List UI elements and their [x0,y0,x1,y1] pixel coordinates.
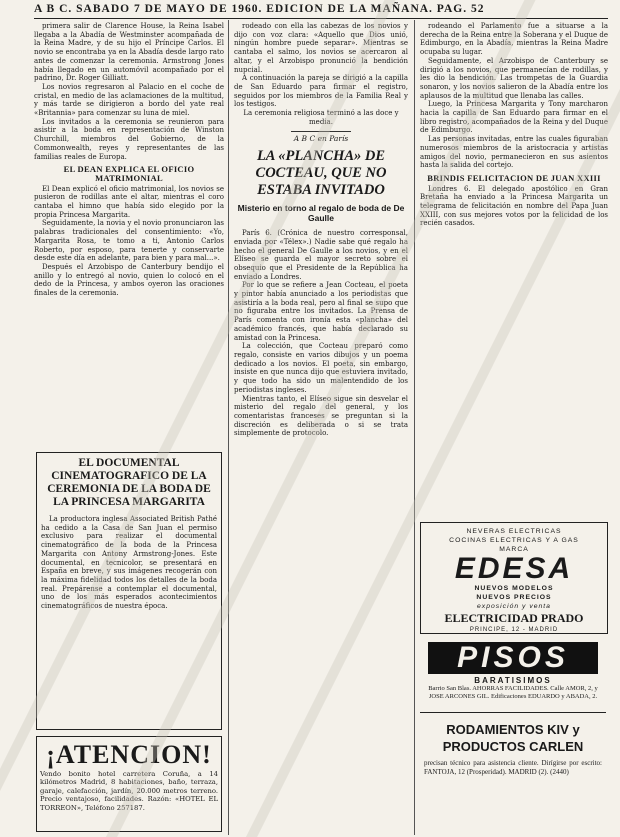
page-header: A B C. SABADO 7 DE MAYO DE 1960. EDICION DE LA MAÑANA. PAG. 52 [34,3,485,15]
attention-ad-box [36,736,222,832]
article-kicker: A B C en París [293,134,349,144]
paragraph: rodeado con ella las cabezas de los novios y dijo con voz clara: «Aquello que Dios unió, ningún hombre puede separar». Mientras se cantaba el salmo, los novios se acercaron al altar, y el Arzobispo pronunció la bendición nupcial. [234,22,408,74]
paragraph: Las personas invitadas, entre las cuales figuraban numerosos miembros de la aristocracia y artistas amigos del novio, permanecieron en sus asientos hasta la salida del cortejo. [420,135,608,170]
attention-title: ¡ATENCION! [46,740,212,769]
rodamientos-title: RODAMIENTOS KIV y PRODUCTOS CARLEN [442,722,584,754]
header-rule [34,18,608,19]
column-divider-2 [414,20,415,835]
documentary-box [36,452,222,730]
rodamientos-body: precisan técnico para asistencia cliente. Dirígirse por escrito: FANTOJA, 12 (Prosperidad). MADRID (2). (2440) [424,759,602,776]
paragraph: Los invitados a la ceremonia se reunieron para asistir a la boda en representación de Winston Churchill, miembros del Gobierno, de la Commonwealth, reyes y representantes de las familias reales de Europa. [34,117,224,161]
article-subtitle: Misterio en torno al regalo de boda de De Gaulle [237,203,405,224]
edesa-line: NUEVOS MODELOS [474,585,554,592]
paragraph: Después el Arzobispo de Canterbury bendijo el anillo y lo entregó al novio, quien lo colocó en el dedo de la Princesa, y ambos oyeron las oraciones finales de la ceremonia. [34,262,224,298]
edesa-logo: EDESA [454,552,574,585]
paragraph: primera salir de Clarence House, la Reina Isabel llegaba a la Abadía de Westminster acompañada de la Reina Madre, y de su hijo el Príncipe Carlos. El novio se encontraba ya en la Abadía desde largo rato antes de comenzar la ceremonia. Armstrong Jones había llegado en un automóvil acompañado por el padrino, Dr. Roger Gilliatt. [34,22,224,83]
paragraph: París 6. (Crónica de nuestro corresponsal, enviada por «Télex».) Nadie sabe qué regalo ha hecho el general De Gaulle a los novios, y en el Elíseo se guarda el mayor secreto sobre el obsequio que el Presidente de la República ha enviado a Londres. [234,229,408,281]
documentary-title: EL DOCUMENTAL CINEMATOGRAFICO DE LA CEREMONIA DE LA BODA DE LA PRINCESA MARGARITA [47,457,211,508]
article-title: LA «PLANCHA» DE COCTEAU, QUE NO ESTABA INVITADO [255,148,387,199]
documentary-body: La productora inglesa Associated British Pathé ha cedido a la Casa de San Juan el permiso exclusivo para realizar el documental cinematográfico de la boda de la Princesa Margarita con Antony Armstrong-Jones. Este documental, en tecnicolor, se presentará en España en breve, y sus imágenes recogerán con la máxima fidelidad todos los detalles de la boda real. Prepárense a contemplar el documental, uno de los más esperados acontecimientos cinematográficos de nuestra época. [41,515,217,611]
paragraph: Luego, la Princesa Margarita y Tony marcharon hacia la capilla de San Eduardo para firmar en el libro registro, acompañados de la Reina y del Duque de Edimburgo. [420,100,608,135]
paragraph: La colección, que Cocteau preparó como regalo, consiste en varios dibujos y un poema dedicado a los novios. El poeta, sin embargo, insiste en que nunca dijo que estuviera invitado, y que todo ha sido un malentendido de los periodistas ingleses. [234,342,408,394]
paragraph: El Dean explicó el oficio matrimonial, los novios se pusieron de rodillas ante el altar, mientras el coro cantaba el himno que había sido elegido por la propia Princesa Margarita. [34,184,224,219]
paragraph: Mientras tanto, el Elíseo sigue sin desvelar el misterio del regalo del general, y los comentaristas franceses se preguntan si la discreción es deliberada o si se trata simplemente de protocolo. [234,394,408,438]
attention-body: Vendo bonito hotel carretera Coruña, a 14 kilómetros Madrid, 8 habitaciones, baño, terraza, garaje, calefacción, jardín, 20.000 metros terreno. Precio ventajoso, facilidades. Razón: «HOTEL EL TORREON», Teléfono 257187. [40,770,218,812]
column-3 [420,22,608,522]
prado-address: PRINCIPE, 12 - MADRID [469,627,559,633]
paragraph: Por lo que se refiere a Jean Cocteau, el poeta y pintor había anunciado a los periodistas que asistiría a la boda real, pero al final se supo que no figuraba entre los invitados. La Prensa de París comenta con ironía esta «plancha» del académico francés, que había declarado su amistad con la Princesa. [234,281,408,342]
article-rule [291,131,351,132]
paragraph: A continuación la pareja se dirigió a la capilla de San Eduardo para firmar el registro, seguidos por los miembros de la Familia Real y los testigos. [234,74,408,109]
pisos-subtitle: BARATISIMOS [474,676,552,685]
column-2 [234,22,408,834]
pisos-logo: PISOS [428,642,598,674]
edesa-line: MARCA [499,546,529,553]
edesa-line: exposición y venta [477,603,551,610]
paragraph: Seguidamente, el Arzobispo de Canterbury se dirigió a los novios, que permanecían de rodillas, y les dio la bendición. Las trompetas de la Guardia sonaron, y los novios salieron de la Abadía entre los aplausos de la multitud que llenaba las calles. [420,56,608,100]
pisos-body: Barrio San Blas. AHORRAS FACILIDADES. Calle AMOR, 2, y JOSE ARCONES GIL. Edificaciones EDUARDO y ABADA, 2. [428,685,598,700]
rodamientos-ad [420,712,606,833]
column-divider-1 [228,20,229,835]
paragraph: rodeando el Parlamento fue a situarse a la derecha de la Reina entre la Soberana y el Duque de Edimburgo, en la Abadía, mientras la Reina Madre ocupaba su lugar. [420,22,608,57]
section-title: EL DEAN EXPLICA EL OFICIO MATRIMONIAL [63,164,195,183]
paragraph: Seguidamente, la novia y el novio pronunciaron las palabras tradicionales del consentimiento: «Yo, Margarita Rosa, te tomo a ti, Antonio Carlos Roberto, por esposo, para tenerte y conservarte desde este día en adelante, para bien y para mal...». [34,219,224,263]
edesa-line: NUEVOS PRECIOS [476,594,552,601]
prado-logo: ELECTRICIDAD PRADO [444,611,584,625]
column-1 [34,22,224,452]
edesa-ad [420,522,608,634]
pisos-ad [420,640,606,706]
edesa-line: COCINAS ELECTRICAS Y A GAS [449,537,579,544]
paragraph: Los novios regresaron al Palacio en el coche de cristal, en medio de las aclamaciones de la multitud, y más tarde se dirigieron a bordo del yate real «Britannia» para comenzar su luna de miel. [34,82,224,118]
section-title: BRINDIS FELICITACION DE JUAN XXIII [427,172,601,183]
paragraph: Londres 6. El delegado apostólico en Gran Bretaña ha enviado a la Princesa Margarita un telegrama de felicitación en nombre del Papa Juan XXIII, con sus mejores votos por la felicidad de los recién casados. [420,184,608,228]
paragraph: La ceremonia religiosa terminó a las doce y media. [243,109,399,126]
edesa-line: NEVERAS ELECTRICAS [466,528,562,535]
